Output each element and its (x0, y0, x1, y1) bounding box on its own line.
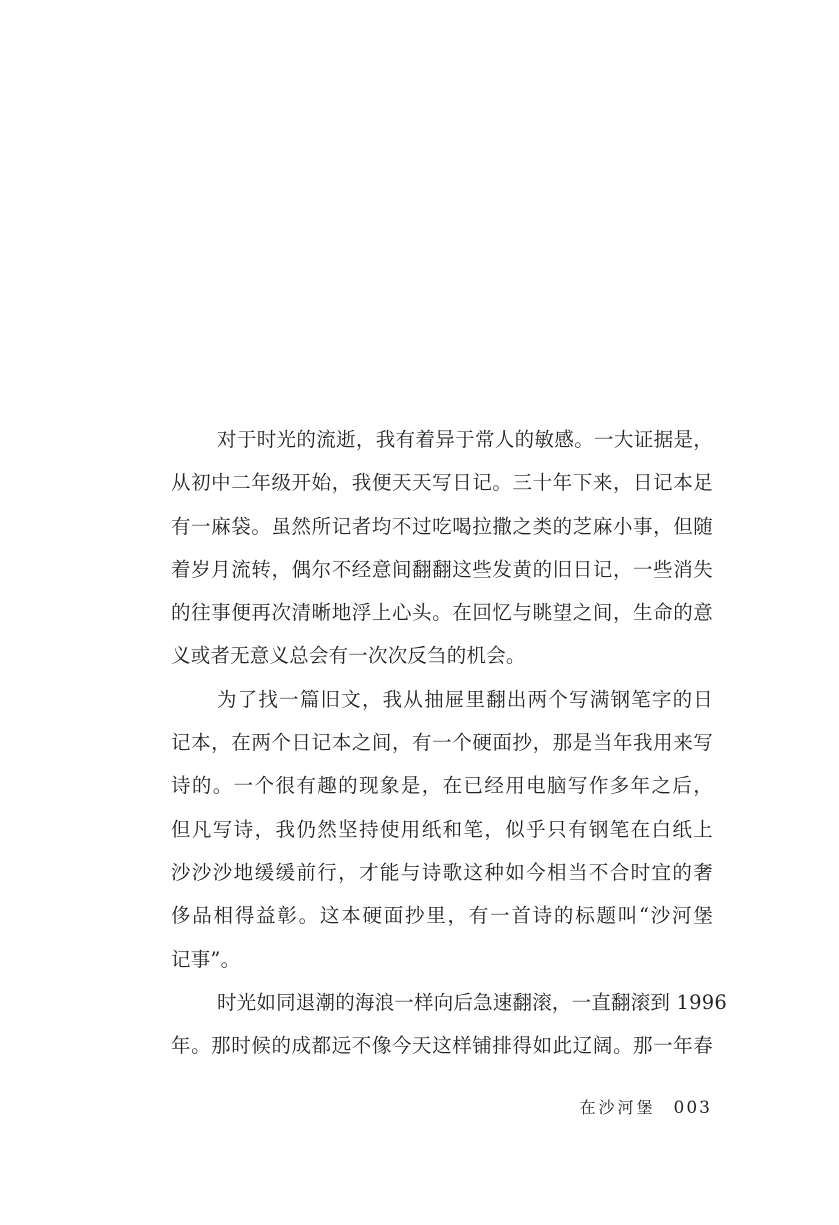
paragraph-line: 时光如同退潮的海浪一样向后急速翻滚，一直翻滚到 1996 (217, 990, 727, 1014)
paragraph-line: 为了找一篇旧文，我从抽屉里翻出两个写满钢笔字的日 (217, 687, 713, 711)
paragraph-line: 记事”。 (171, 947, 241, 971)
paragraph-line: 沙沙沙地缓缓前行，才能与诗歌这种如今相当不合时宜的奢 (171, 860, 713, 884)
body-text (171, 418, 727, 1067)
paragraph-2 (171, 678, 713, 981)
paragraph-3 (171, 981, 727, 1068)
running-title: 在沙河堡 (579, 1098, 656, 1117)
paragraph-line: 着岁月流转，偶尔不经意间翻翻这些发黄的旧日记，一些消失 (171, 557, 713, 581)
paragraph-line: 年。那时候的成都远不像今天这样铺排得如此辽阔。那一年春 (171, 1034, 713, 1058)
page-footer (580, 1094, 712, 1122)
paragraph-line: 的往事便再次清晰地浮上心头。在回忆与眺望之间，生命的意 (171, 601, 713, 625)
paragraph-line: 侈品相得益彰。这本硬面抄里，有一首诗的标题叫“沙河堡 (171, 904, 713, 928)
paragraph-line: 记本，在两个日记本之间，有一个硬面抄，那是当年我用来写 (171, 731, 713, 755)
page-number: 003 (673, 1098, 712, 1118)
paragraph-line: 义或者无意义总会有一次次反刍的机会。 (171, 644, 526, 668)
paragraph-line: 对于时光的流逝，我有着异于常人的敏感。一大证据是， (217, 428, 713, 451)
paragraph-1 (171, 418, 713, 678)
paragraph-line: 从初中二年级开始，我便天天写日记。三十年下来，日记本足 (171, 471, 713, 495)
paragraph-line: 诗的。一个很有趣的现象是，在已经用电脑写作多年之后， (171, 774, 713, 798)
paragraph-line: 但凡写诗，我仍然坚持使用纸和笔，似乎只有钢笔在白纸上 (171, 817, 713, 841)
paragraph-line: 有一麻袋。虽然所记者均不过吃喝拉撒之类的芝麻小事，但随 (171, 514, 713, 538)
